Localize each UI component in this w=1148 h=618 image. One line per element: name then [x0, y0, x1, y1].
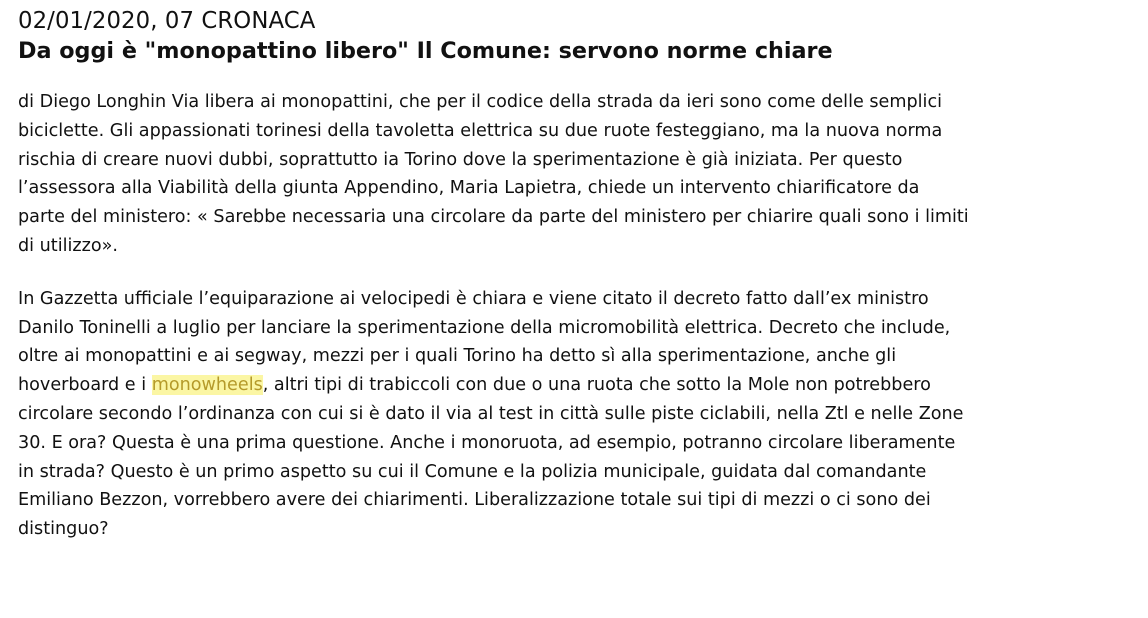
text-line: oltre ai monopattini e ai segway, mezzi per i quali Torino ha detto sì alla sperimentazione, anche gli: [18, 346, 897, 367]
text-line: di utilizzo».: [18, 235, 118, 256]
text-line: in strada? Questo è un primo aspetto su cui il Comune e la polizia municipale, guidata dal comandante: [18, 461, 927, 482]
text-segment: , altri tipi di trabiccoli con due o una ruota che sotto la Mole non potrebbero: [262, 375, 931, 396]
text-line: circolare secondo l’ordinanza con cui si è dato il via al test in città sulle piste ciclabili, nella Ztl e nelle Zone: [18, 403, 964, 424]
text-line: distinguo?: [18, 519, 109, 540]
text-line: Emiliano Bezzon, vorrebbero avere dei chiarimenti. Liberalizzazione totale sui tipi di mezzi o ci sono dei: [18, 490, 931, 511]
dateline-section: 02/01/2020, 07 CRONACA: [18, 8, 316, 34]
highlighted-term[interactable]: monowheels: [151, 375, 263, 396]
paragraph-2: [18, 285, 1143, 544]
text-line: l’assessora alla Viabilità della giunta Appendino, Maria Lapietra, chiede un intervento chiarificatore da: [18, 178, 920, 199]
text-line: di Diego Longhin Via libera ai monopattini, che per il codice della strada da ieri sono come delle semplici: [18, 92, 943, 112]
paragraph-1: [18, 88, 1143, 261]
article-headline: Da oggi è "monopattino libero" Il Comune: servono norme chiare: [18, 38, 833, 64]
text-line: In Gazzetta ufficiale l’equiparazione ai velocipedi è chiara e viene citato il decreto fatto dall’ex ministro: [18, 288, 929, 309]
text-line: 30. E ora? Questa è una prima questione. Anche i monoruota, ad esempio, potranno circolare liberamente: [18, 432, 956, 453]
text-segment: hoverboard e i: [18, 375, 152, 396]
text-line: parte del ministero: « Sarebbe necessaria una circolare da parte del ministero per chiarire quali sono i limiti: [18, 207, 969, 228]
text-line: Danilo Toninelli a luglio per lanciare la sperimentazione della micromobilità elettrica. Decreto che include,: [18, 317, 951, 338]
text-line: rischia di creare nuovi dubbi, soprattutto ia Torino dove la sperimentazione è già iniziata. Per questo: [18, 149, 903, 170]
text-line-with-highlight: [18, 371, 1143, 400]
article-body: [18, 88, 1143, 544]
paragraph-spacer: [18, 261, 1143, 285]
text-line: biciclette. Gli appassionati torinesi della tavoletta elettrica su due ruote festeggiano, ma la nuova norma: [18, 120, 943, 141]
